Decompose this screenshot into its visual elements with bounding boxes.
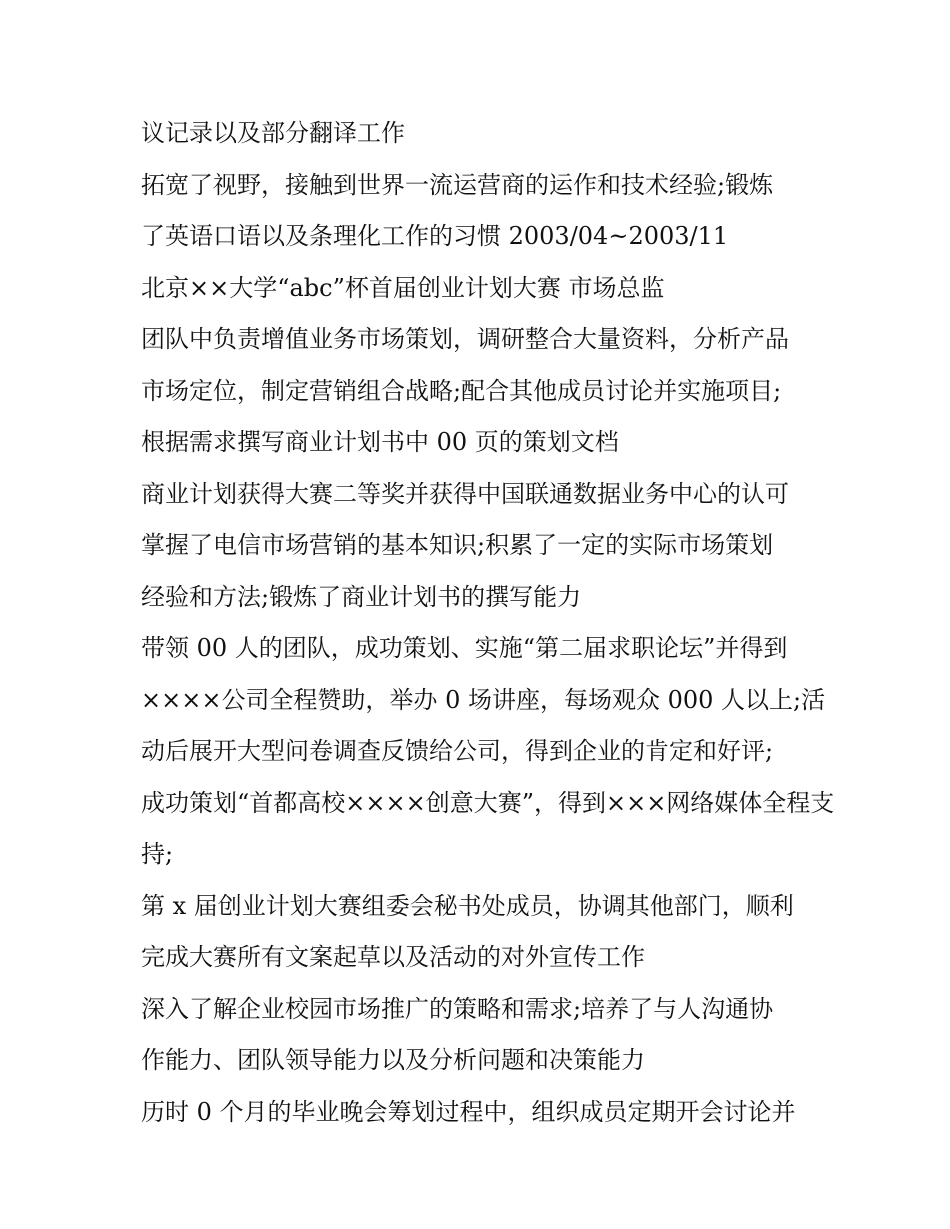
text-line: 掌握了电信市场营销的基本知识;积累了一定的实际市场策划 xyxy=(141,531,774,559)
text-line: 北京××大学“abc”杯首届创业计划大赛 市场总监 xyxy=(141,273,665,302)
text-line: 成功策划“首都高校××××创意大赛”，得到×××网络媒体全程支 xyxy=(141,788,835,817)
text-line: 动后展开大型问卷调查反馈给公司，得到企业的肯定和好评; xyxy=(141,737,774,765)
text-line: 经验和方法;锻炼了商业计划书的撰写能力 xyxy=(141,582,582,611)
text-line: 持; xyxy=(141,840,174,868)
text-line: 市场定位，制定营销组合战略;配合其他成员讨论并实施项目; xyxy=(141,376,782,405)
text-line: 根据需求撰写商业计划书中 00 页的策划文档 xyxy=(141,428,619,456)
text-line: 了英语口语以及条理化工作的习惯 2003/04~2003/11 xyxy=(141,222,729,250)
text-line: ××××公司全程赞助，举办 0 场讲座，每场观众 000 人以上;活 xyxy=(141,685,826,714)
text-line: 商业计划获得大赛二等奖并获得中国联通数据业务中心的认可 xyxy=(141,479,789,508)
body-text xyxy=(141,108,835,1138)
text-line: 带领 00 人的团队，成功策划、实施“第二届求职论坛”并得到 xyxy=(141,634,788,662)
text-line: 完成大赛所有文案起草以及活动的对外宣传工作 xyxy=(141,943,645,971)
text-line: 深入了解企业校园市场推广的策略和需求;培养了与人沟通协 xyxy=(141,994,774,1023)
text-line: 拓宽了视野，接触到世界一流运营商的运作和技术经验;锻炼 xyxy=(141,170,774,199)
text-line: 议记录以及部分翻译工作 xyxy=(141,119,405,147)
text-line: 第 x 届创业计划大赛组委会秘书处成员，协调其他部门，顺利 xyxy=(141,891,794,920)
text-line: 团队中负责增值业务市场策划，调研整合大量资料，分析产品 xyxy=(141,325,789,353)
text-line: 作能力、团队领导能力以及分析问题和决策能力 xyxy=(141,1046,645,1074)
text-line: 历时 0 个月的毕业晚会筹划过程中，组织成员定期开会讨论并 xyxy=(141,1097,796,1126)
